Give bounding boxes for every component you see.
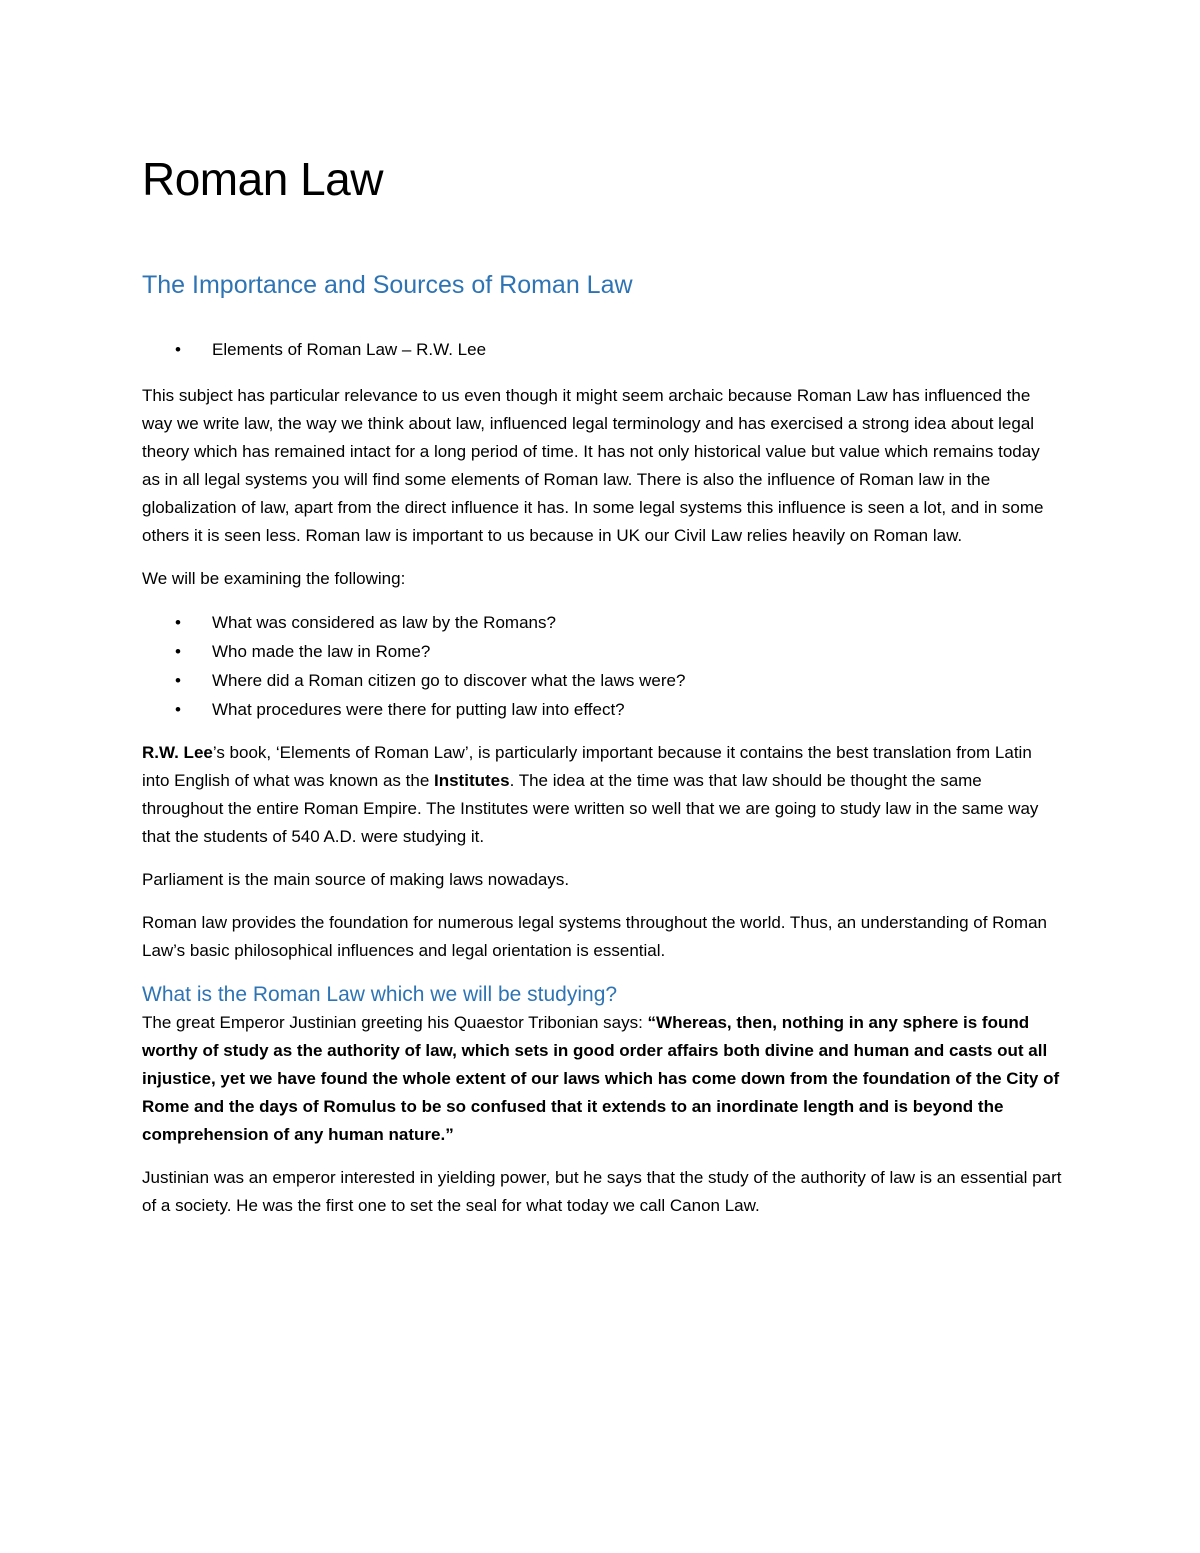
list-item-text: What procedures were there for putting law into effect? — [212, 700, 625, 719]
quote-intro: The great Emperor Justinian greeting his Quaestor Tribonian says: — [142, 1013, 648, 1032]
list-item — [142, 335, 1062, 364]
list-item-text: Where did a Roman citizen go to discover what the laws were? — [212, 671, 686, 690]
bullet-icon: • — [175, 642, 181, 661]
list-item — [142, 608, 1062, 637]
list-item — [142, 666, 1062, 695]
institutes-term: Institutes — [434, 771, 510, 790]
bullet-icon: • — [175, 700, 181, 719]
section-heading-studying: What is the Roman Law which we will be studying? — [142, 983, 618, 1006]
bullet-icon: • — [175, 613, 181, 632]
bullet-icon: • — [175, 671, 181, 690]
quote-text: “Whereas, then, nothing in any sphere is found worthy of study as the authority of law, which sets in good order affairs both divine and human and casts out all injustice, yet we have found the whole extent of our laws which has come down from the foundation of the City of Rome and the days of Romulus to be so confused that it extends to an inordinate length and is beyond the comprehension of any human nature.” — [142, 1013, 1060, 1144]
document-body — [142, 150, 1062, 1220]
list-item-text: What was considered as law by the Romans? — [212, 613, 556, 632]
page-title: Roman Law — [142, 153, 383, 205]
paragraph-foundation: Roman law provides the foundation for numerous legal systems throughout the world. Thus, an understanding of Roman Law’s basic philosophical influences and legal orientation is essential. — [142, 913, 1047, 960]
paragraph-text: ’s book, ‘Elements of Roman Law’, is particularly important because it contains the best translation from Latin into English of what was known as the — [142, 743, 1032, 790]
list-item-text: Elements of Roman Law – R.W. Lee — [212, 340, 487, 359]
section-heading-importance: The Importance and Sources of Roman Law — [142, 271, 633, 299]
questions-list — [142, 608, 1062, 724]
paragraph-text: . The idea at the time was that law should be thought the same throughout the entire Roman Empire. The Institutes were written so well that we are going to study law in the same way that the students of 540 A.D. were studying it. — [142, 771, 1039, 846]
paragraph-justinian-emperor: Justinian was an emperor interested in yielding power, but he says that the study of the authority of law is an essential part of a society. He was the first one to set the seal for what today we call Canon Law. — [142, 1168, 1062, 1215]
paragraph-justinian-quote — [142, 1009, 1062, 1149]
paragraph-lee-book — [142, 739, 1062, 851]
list-item-text: Who made the law in Rome? — [212, 642, 431, 661]
bullet-icon: • — [175, 340, 181, 359]
author-name: R.W. Lee — [142, 743, 213, 762]
paragraph-parliament: Parliament is the main source of making laws nowadays. — [142, 870, 570, 889]
reference-list — [142, 335, 1062, 364]
paragraph-examining-intro: We will be examining the following: — [142, 569, 406, 588]
paragraph-relevance: This subject has particular relevance to us even though it might seem archaic because Roman Law has influenced the way we write law, the way we think about law, influenced legal terminology and has exercised a strong idea about legal theory which has remained intact for a long period of time. It has not only historical value but value which remains today as in all legal systems you will find some elements of Roman law. There is also the influence of Roman law in the globalization of law, apart from the direct influence it has. In some legal systems this influence is seen a lot, and in some others it is seen less. Roman law is important to us because in UK our Civil Law relies heavily on Roman law. — [142, 386, 1044, 545]
list-item — [142, 637, 1062, 666]
list-item — [142, 695, 1062, 724]
